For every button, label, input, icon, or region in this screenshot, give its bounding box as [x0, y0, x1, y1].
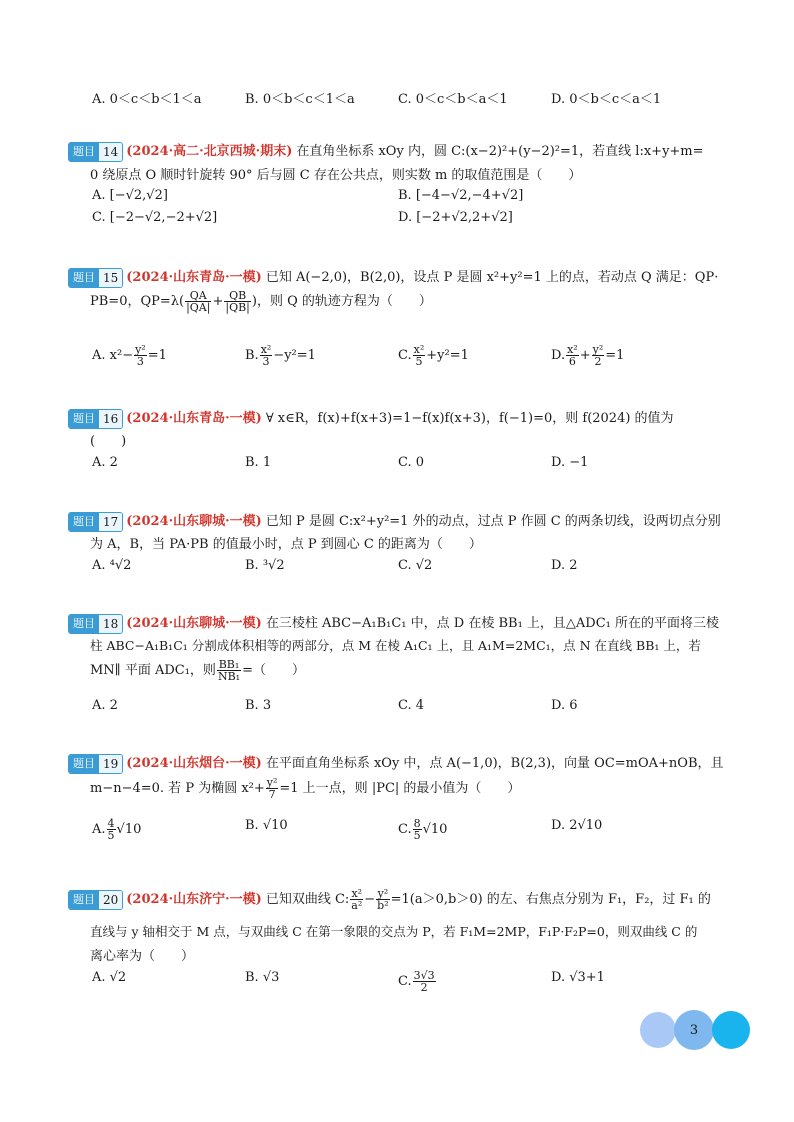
q17-text-line2: 为 A，B，当 PA·PB 的值最小时，点 P 到圆心 C 的距离为（ ）: [90, 537, 482, 552]
q16-header: [68, 407, 674, 429]
q14-tag: [68, 142, 123, 162]
q15-header: [68, 266, 718, 288]
q19-source: (2024·山东烟台·一模): [126, 756, 262, 771]
q17-tag-label: 题目: [69, 513, 99, 531]
q19-a-pre: A.: [92, 822, 106, 837]
q15-option-a: [92, 344, 167, 367]
q20-frac1-den: a²: [351, 899, 363, 912]
q17-header: [68, 510, 721, 532]
q17-text-line1: 已知 P 是圆 C:x²+y²=1 外的动点，过点 P 作圆 C 的两条切线，设两切点分别: [265, 514, 721, 529]
q14-header: [68, 140, 704, 162]
q17-option-d: D. 2: [551, 558, 578, 573]
q20-frac2-den: b²: [377, 899, 389, 912]
q19-a-frac: [107, 818, 116, 841]
q20-option-a: A. √2: [92, 970, 127, 985]
q15-c-num: x²: [413, 343, 425, 356]
q19-option-c: [398, 818, 447, 841]
q19-a-num: 4: [107, 817, 115, 830]
q20-c-den: 2: [420, 981, 428, 994]
q20-tag: [68, 890, 123, 910]
q19-c-den: 5: [413, 829, 421, 842]
q17-tag-number: 17: [99, 513, 122, 531]
q15-line2-end: )，则 Q 的轨迹方程为（ ）: [251, 294, 432, 309]
q15-b-frac: [260, 344, 273, 367]
q18-option-c: C. 4: [398, 698, 425, 713]
q19-tag-number: 19: [99, 755, 122, 773]
q19-frac-num: y²: [266, 776, 278, 789]
q19-text-line1: 在平面直角坐标系 xOy 中，点 A(−1,0)，B(2,3)，向量 OC=mOA+nOB，且: [265, 756, 724, 771]
q14-source: (2024·高二·北京西城·期末): [126, 144, 293, 159]
q17-option-c: C. √2: [398, 558, 433, 573]
q13-options: [92, 88, 712, 108]
q18-options: [92, 698, 712, 718]
q15-options: [92, 344, 712, 374]
q15-d-den1: 6: [568, 355, 576, 368]
q18-line3-end: =（ ）: [242, 663, 305, 678]
q15-source: (2024·山东青岛·一模): [126, 270, 262, 285]
q14-text-line2: 0 绕原点 O 顺时针旋转 90° 后与圆 C 存在公共点，则实数 m 的取值范围是（ ）: [90, 168, 582, 183]
q15-text-line2: [90, 290, 432, 313]
q15-text-line1: 已知 A(−2,0)，B(2,0)，设点 P 是圆 x²+y²=1 上的点，若动点 Q 满足：QP·: [265, 270, 719, 285]
q19-c-num: 8: [413, 817, 421, 830]
q15-d-den2: 2: [594, 355, 602, 368]
q17-option-b: B. ³√2: [245, 558, 285, 573]
q14-option-d: D. [−2+√2,2+√2]: [398, 210, 513, 225]
q15-c-pre: C.: [398, 348, 412, 363]
q19-frac-den: 7: [268, 788, 276, 801]
q16-tag: [68, 409, 123, 429]
q13-option-b: B. 0＜b＜c＜1＜a: [245, 92, 355, 107]
q15-tag: [68, 268, 123, 288]
q19-option-d: D. 2√10: [551, 818, 603, 833]
q19-c-post: √10: [422, 822, 448, 837]
q15-option-c: [398, 344, 469, 367]
q15-a-pre: A. x²−: [92, 348, 134, 363]
q15-b-post: −y²=1: [273, 348, 316, 363]
q15-a-num: y²: [135, 343, 146, 356]
q14-text-line1: 在直角坐标系 xOy 内，圆 C:(x−2)²+(y−2)²=1，若直线 l:x+y+m=: [296, 144, 704, 159]
q20-option-c: [398, 970, 437, 993]
q15-frac-qb-num: QB: [224, 290, 251, 302]
q19-text-line2: [90, 777, 520, 800]
q19-c-pre: C.: [398, 822, 412, 837]
q13-option-d: D. 0＜b＜c＜a＜1: [551, 92, 662, 107]
q20-line1-end: =1(a＞0,b＞0) 的左、右焦点分别为 F₁，F₂，过 F₁ 的: [390, 892, 711, 907]
q16-source: (2024·山东青岛·一模): [126, 411, 262, 426]
q15-d-num2: y²: [592, 343, 604, 356]
q15-b-num: x²: [260, 343, 272, 356]
q15-b-den: 3: [262, 355, 270, 368]
q15-c-post: +y²=1: [426, 348, 469, 363]
q20-frac1-num: x²: [351, 887, 363, 900]
q18-option-b: B. 3: [245, 698, 272, 713]
q15-frac-qa-num: QA: [185, 290, 211, 302]
q18-option-a: A. 2: [92, 698, 118, 713]
q16-option-d: D. −1: [551, 455, 589, 470]
q20-line1-start: 已知双曲线 C:: [265, 892, 350, 907]
q18-text-line3: [90, 659, 305, 682]
q19-c-frac: [413, 818, 422, 841]
q18-source: (2024·山东聊城·一模): [126, 616, 262, 631]
q15-option-d: [551, 344, 624, 367]
q15-d-mid: +: [579, 348, 591, 363]
q20-text-line2: 直线与 y 轴相交于 M 点，与双曲线 C 在第一象限的交点为 P，若 F₁M=2MP，F₁P·F₂P=0，则双曲线 C 的: [90, 924, 698, 939]
q15-a-frac: [134, 344, 147, 367]
q18-tag-number: 18: [99, 615, 122, 633]
q19-frac: [266, 777, 279, 800]
q15-option-b: [245, 344, 316, 367]
page-number: 3: [689, 1022, 699, 1038]
q15-tag-number: 15: [99, 269, 122, 287]
q19-tag-label: 题目: [69, 755, 99, 773]
q15-frac-qa-den: |QA|: [186, 301, 211, 314]
q16-options: [92, 455, 712, 475]
q15-d-num1: x²: [567, 343, 578, 356]
q17-option-a: A. ⁴√2: [92, 558, 132, 573]
q20-header: [68, 888, 711, 911]
q18-text-line2: 柱 ABC−A₁B₁C₁ 分割成体积相等的两部分，点 M 在棱 A₁C₁ 上，且 A₁M=2MC₁，点 N 在直线 BB₁ 上，若: [90, 638, 701, 653]
q15-c-frac: [413, 344, 426, 367]
q16-option-b: B. 1: [245, 455, 272, 470]
q15-frac-qb-den: |QB|: [225, 301, 250, 314]
q18-tag-label: 题目: [69, 615, 99, 633]
q15-a-post: =1: [147, 348, 167, 363]
q18-frac-num: BB₁: [218, 658, 240, 671]
q17-source: (2024·山东聊城·一模): [126, 514, 262, 529]
q13-option-c: C. 0＜c＜b＜a＜1: [398, 92, 508, 107]
q15-tag-label: 题目: [69, 269, 99, 287]
q17-tag: [68, 512, 123, 532]
q15-frac-qa: [185, 290, 211, 313]
q15-d-frac1: [566, 344, 579, 367]
q13-option-a: A. 0＜c＜b＜1＜a: [92, 92, 202, 107]
q15-frac-qb: [224, 290, 251, 313]
q16-option-a: A. 2: [92, 455, 118, 470]
q16-text-line1: ∀ x∈R，f(x)+f(x+3)=1−f(x)f(x+3)，f(−1)=0，则 f(2024) 的值为: [265, 411, 674, 426]
q20-text-line3: 离心率为（ ）: [90, 949, 195, 964]
q19-option-a: [92, 818, 141, 841]
q15-a-den: 3: [136, 355, 144, 368]
q15-line2-start: PB=0，QP=λ(: [90, 294, 185, 309]
q14-tag-number: 14: [99, 143, 122, 161]
q18-frac-den: NB₁: [217, 670, 241, 683]
badge-circle-right: [712, 1011, 750, 1049]
q16-option-c: C. 0: [398, 455, 425, 470]
q20-option-d: D. √3+1: [551, 970, 605, 985]
q15-plus: +: [212, 294, 224, 309]
q20-frac2: [376, 888, 389, 911]
q14-option-c: C. [−2−√2,−2+√2]: [92, 210, 218, 225]
q18-text-line1: 在三棱柱 ABC−A₁B₁C₁ 中，点 D 在棱 BB₁ 上，且△ADC₁ 所在的平面将三棱: [265, 616, 720, 631]
q18-line3-start: MN∥ 平面 ADC₁，则: [90, 663, 216, 678]
q20-frac2-num: y²: [377, 887, 389, 900]
q20-c-num: 3√3: [413, 969, 435, 982]
q15-c-den: 5: [415, 355, 423, 368]
q14-tag-label: 题目: [69, 143, 99, 161]
q15-b-pre: B.: [245, 348, 259, 363]
q19-line2-start: m−n−4=0. 若 P 为椭圆 x²+: [90, 781, 265, 796]
q20-options: [92, 970, 712, 1000]
q19-option-b: B. √10: [245, 818, 288, 833]
q18-frac: [217, 659, 241, 682]
q19-header: [68, 752, 724, 774]
q20-c-pre: C.: [398, 974, 412, 989]
q20-minus: −: [364, 892, 376, 907]
q19-line2-end: =1 上一点，则 |PC| 的最小值为（ ）: [279, 781, 521, 796]
q18-tag: [68, 614, 123, 634]
q16-tag-label: 题目: [69, 410, 99, 428]
q20-c-frac: [413, 970, 436, 993]
q20-source: (2024·山东济宁·一模): [126, 892, 262, 907]
q19-a-den: 5: [107, 829, 115, 842]
q15-d-post: =1: [605, 348, 625, 363]
q20-tag-number: 20: [99, 891, 122, 909]
q16-tag-number: 16: [99, 410, 122, 428]
q15-d-pre: D.: [551, 348, 566, 363]
badge-circle-center: [674, 1010, 714, 1050]
q20-option-b: B. √3: [245, 970, 280, 985]
q15-d-frac2: [592, 344, 605, 367]
q14-option-a: A. [−√2,√2]: [92, 188, 168, 203]
q19-options: [92, 818, 712, 848]
q17-options: [92, 558, 712, 578]
q14-option-b: B. [−4−√2,−4+√2]: [398, 188, 524, 203]
q20-tag-label: 题目: [69, 891, 99, 909]
q18-option-d: D. 6: [551, 698, 578, 713]
q20-frac1: [350, 888, 363, 911]
badge-circle-left: [640, 1012, 676, 1048]
q19-tag: [68, 754, 123, 774]
q19-a-post: √10: [116, 822, 142, 837]
q18-header: [68, 612, 719, 634]
page-number-badge: [640, 1010, 750, 1050]
q16-text-line2: ( ): [90, 434, 127, 449]
